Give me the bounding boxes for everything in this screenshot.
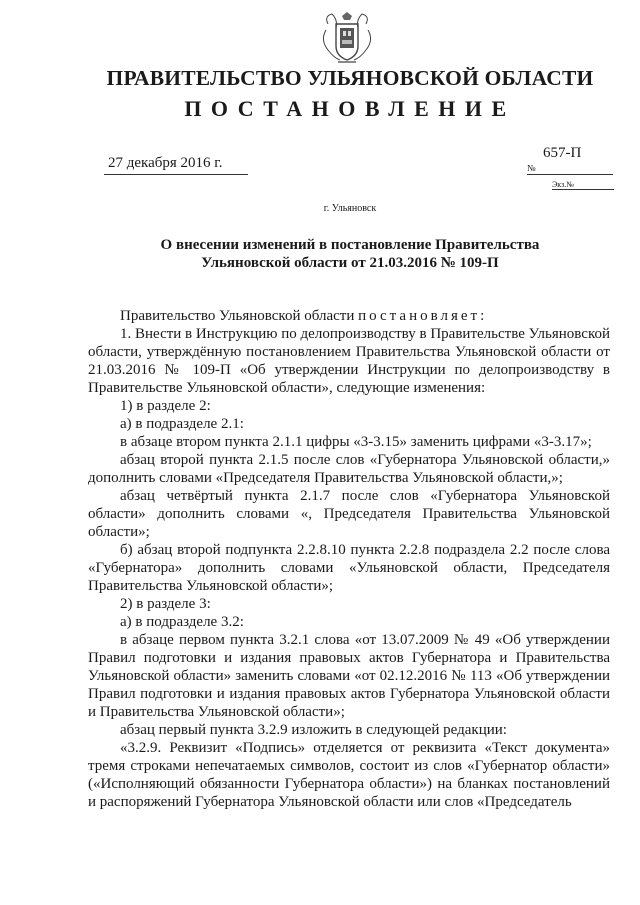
paragraph: абзац четвёртый пункта 2.1.7 после слов «Губернатора Ульяновской области» дополнить словами «, Председателя Правительства Ульяновской области»; (88, 488, 610, 540)
paragraph: «3.2.9. Реквизит «Подпись» отделяется от реквизита «Текст документа» тремя строками непечатаемых символов, состоит из слов «Губернатор области» («Исполняющий обязанности Губернатора области») на бланках постановлений и распоряжений Губернатора Ульяновской области или слов «Председатель (88, 740, 610, 810)
intro-decree-word: постановляет: (358, 308, 488, 324)
document-date: 27 декабря 2016 г. (104, 155, 248, 175)
intro-lead: Правительство Ульяновской области (120, 308, 359, 324)
paragraph: абзац первый пункта 3.2.9 изложить в следующей редакции: (120, 722, 507, 738)
title-line-2: Ульяновской области от 21.03.2016 № 109-П (201, 255, 499, 271)
document-title (110, 236, 590, 272)
coat-of-arms-emblem (318, 10, 376, 68)
city-label: г. Ульяновск (323, 203, 377, 214)
document-number: 657-П (543, 145, 582, 161)
intro-paragraph (88, 307, 610, 325)
paragraph: б) абзац второй подпункта 2.2.8.10 пункта 2.2.8 подраздела 2.2 после слова «Губернатора» дополнить словами «Ульяновской области, Председателя Правительства Ульяновской области»; (88, 542, 610, 594)
paragraph: в абзаце втором пункта 2.1.1 цифры «3-3.15» заменить цифрами «3-3.17»; (120, 434, 592, 450)
number-label: № (527, 163, 613, 175)
document-type-title: ПОСТАНОВЛЕНИЕ (184, 96, 516, 121)
title-line-1: О внесении изменений в постановление Правительства (160, 237, 540, 253)
paragraph: абзац второй пункта 2.1.5 после слов «Губернатора Ульяновской области,» дополнить словами «Председателя Правительства Ульяновской области,»; (88, 452, 610, 486)
paragraph: а) в подразделе 3.2: (120, 614, 244, 630)
copy-number-label: Экз.№ (552, 180, 614, 190)
paragraph: 1) в разделе 2: (120, 398, 211, 414)
paragraph: 2) в разделе 3: (120, 596, 211, 612)
document-body (88, 307, 610, 811)
paragraph: 1. Внести в Инструкцию по делопроизводству в Правительстве Ульяновской области, утверждённую постановлением Правительства Ульяновской области от 21.03.2016 № 109-П «Об утверждении Инструкции по делопроизводству в Правительстве Ульяновской области», следующие изменения: (88, 326, 610, 396)
organization-title: ПРАВИТЕЛЬСТВО УЛЬЯНОВСКОЙ ОБЛАСТИ (106, 66, 594, 90)
paragraph: а) в подразделе 2.1: (120, 416, 244, 432)
paragraph: в абзаце первом пункта 3.2.1 слова «от 13.07.2009 № 49 «Об утверждении Правил подготовки и издания правовых актов Губернатора и Правительства Ульяновской области» заменить словами «от 02.12.2016 № 113 «Об утверждении Правил подготовки и издания правовых актов Губернатора Ульяновской области и Правительства Ульяновской области»; (88, 632, 610, 720)
